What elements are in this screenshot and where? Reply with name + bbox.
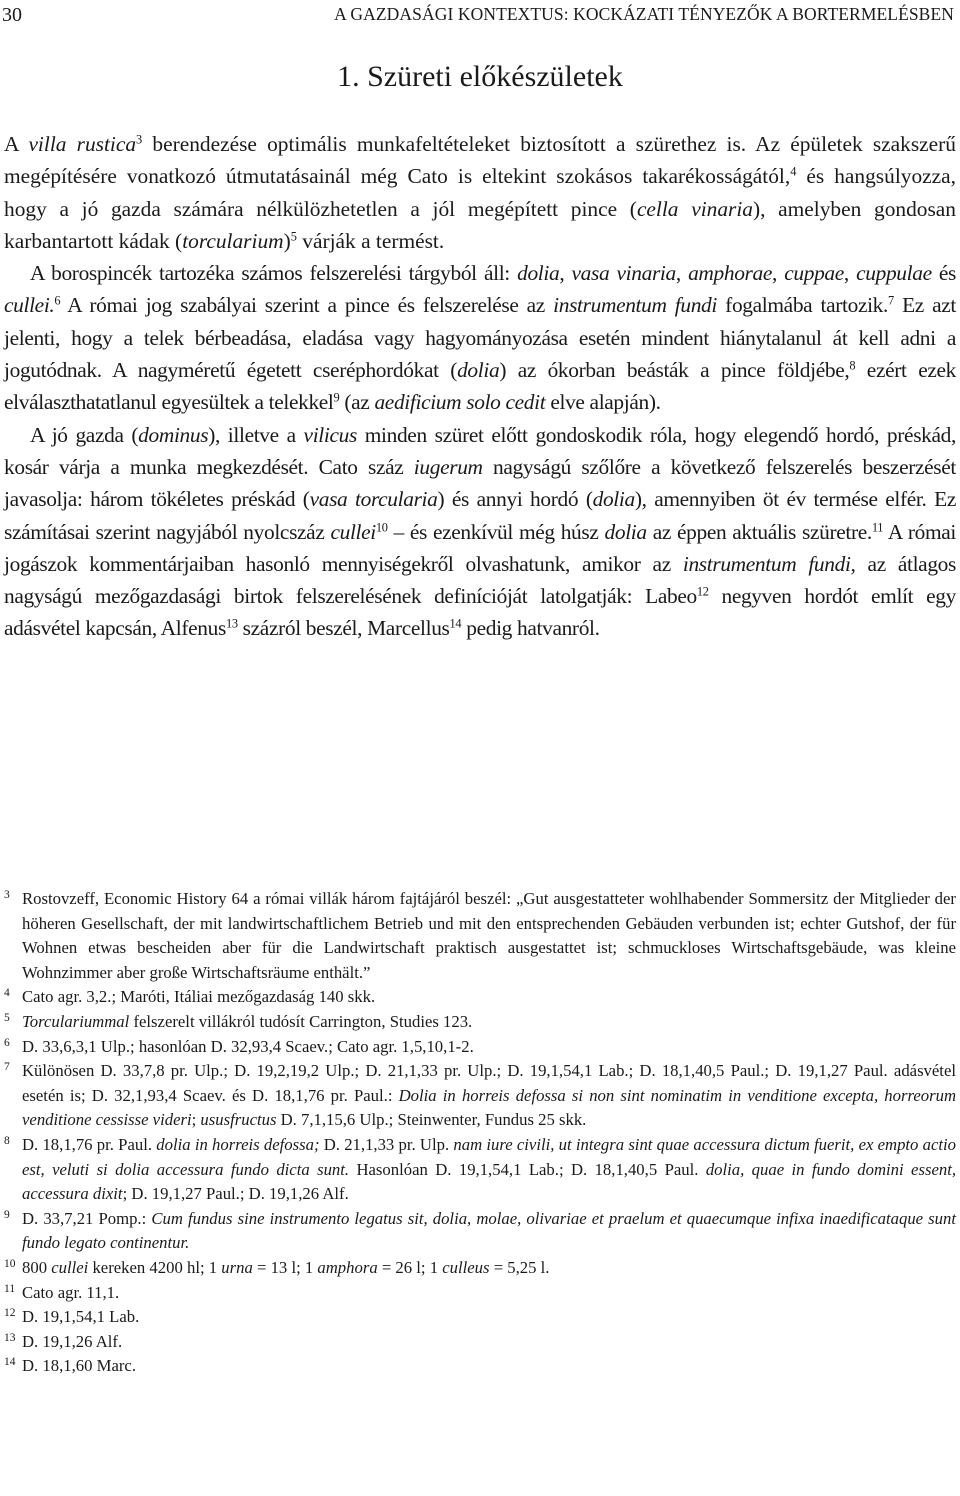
footnote-text: D. 19,1,54,1 Lab. xyxy=(22,1307,140,1327)
page-header xyxy=(0,0,960,36)
footnote-text: Cato agr. 3,2.; Maróti, Itáliai mezőgazdaság 140 skk. xyxy=(22,987,376,1007)
text-run: ), amelyben gondosan karbantartott kádak ( xyxy=(4,196,956,253)
text-run: , xyxy=(772,261,785,286)
footnote-text: D. 21,1,33 pr. Ulp. xyxy=(319,1134,454,1154)
italic-term: dominus xyxy=(138,422,209,447)
text-run: az átlagos nagyságú mezőgazdasági birtok felszerelésének definícióját latolgatják: Labeo xyxy=(4,551,956,609)
text-run: Ez azt jelenti, hogy a telek bérbeadása, eladása vagy hagyományozása esetén mindent hiánytalanul át kell adni a jogutódnak. A nagyméretű égetett cseréphordókat ( xyxy=(4,293,956,383)
footnote-italic: dolia in horreis defossa; xyxy=(156,1134,320,1154)
footnote-text: D. 18,1,60 Marc. xyxy=(22,1356,137,1376)
text-run: A római jog szabályai szerint a pince és felszerelése az xyxy=(60,293,554,318)
footnote-11 xyxy=(4,1281,956,1306)
footnote-italic: culleus xyxy=(442,1257,490,1277)
footnote-number: 9 xyxy=(4,1208,10,1221)
text-run: A jó gazda ( xyxy=(30,422,139,447)
italic-term: cella vinaria xyxy=(636,196,753,221)
text-run: ), amennyiben öt év termése elfér. Ez számításai szerint nagyjából nyolcszáz xyxy=(4,487,956,544)
text-run: az éppen aktuális szüretre. xyxy=(646,519,872,544)
footnote-text: 800 xyxy=(22,1257,52,1277)
text-run: nagyságú szőlőre a következő felszerelés beszerzését javasolja: három tökéletes préskád ( xyxy=(4,454,956,512)
footnote-number: 4 xyxy=(4,987,10,1000)
footnote-10 xyxy=(4,1256,956,1281)
footnote-number: 12 xyxy=(4,1307,16,1320)
text-run: , xyxy=(843,261,857,286)
text-run: minden szüret előtt gondoskodik róla, hogy elegendő hordó, préskád, kosár várja a munka megkezdését. Cato száz xyxy=(4,422,956,479)
text-run: várják a termést. xyxy=(296,228,445,253)
text-run: százról beszél, Marcellus xyxy=(237,616,450,641)
footnote-number: 14 xyxy=(4,1356,16,1369)
italic-term: cullei xyxy=(330,519,376,544)
text-run: ) az ókorban beásták a pince földjébe, xyxy=(499,358,850,383)
footnote-italic: Torculariummal xyxy=(22,1011,130,1031)
footnote-5 xyxy=(4,1010,956,1035)
footnote-ref[interactable]: 9 xyxy=(333,390,340,405)
footnote-text: ; xyxy=(191,1110,201,1130)
footnote-ref[interactable]: 13 xyxy=(225,616,238,631)
footnote-italic: ususfructus xyxy=(200,1110,277,1130)
text-run: és xyxy=(931,261,957,286)
footnote-text: Hasonlóan D. 19,1,54,1 Lab.; D. 18,1,40,5 Paul. xyxy=(349,1159,706,1179)
italic-term: torcularium xyxy=(182,228,284,253)
footnote-6 xyxy=(4,1035,956,1060)
footnote-italic: Cum fundus sine instrumento legatus sit, dolia, molae, olivariae et praelum et quaecumque infixa inaedificataque sunt fundo legato continentur. xyxy=(22,1208,957,1253)
footnote-italic: urna xyxy=(221,1257,253,1277)
italic-term: instrumentum fundi xyxy=(553,293,717,318)
footnote-number: 3 xyxy=(4,889,10,901)
section-number: 1. xyxy=(337,60,360,93)
footnote-ref[interactable]: 3 xyxy=(136,132,143,147)
italic-term: vasa vinaria xyxy=(571,261,676,286)
footnote-number: 7 xyxy=(4,1061,10,1074)
text-run: , xyxy=(559,261,572,286)
footnote-italic: dolia, quae in fundo domini essent, accessura dixit xyxy=(22,1159,956,1204)
footnote-number: 6 xyxy=(4,1036,10,1049)
italic-term: dolia xyxy=(457,358,500,383)
footnote-text: = 5,25 l. xyxy=(489,1257,550,1277)
text-run: – és ezenkívül még húsz xyxy=(387,519,605,544)
text-run: negyven hordót említ egy adásvétel kapcsán, Alfenus xyxy=(4,584,956,641)
text-run: A római jogászok kommentárjaiban hasonló mennyiségekről olvashatunk, amikor az xyxy=(4,519,956,576)
body-text xyxy=(4,128,956,645)
footnote-text: kereken 4200 hl; 1 xyxy=(88,1257,222,1277)
footnote-italic: amphora xyxy=(317,1257,378,1277)
footnote-text: = 26 l; 1 xyxy=(377,1257,443,1277)
text-run: , xyxy=(675,261,689,286)
footnote-ref[interactable]: 11 xyxy=(871,519,884,534)
paragraph-3 xyxy=(4,419,956,645)
footnote-3 xyxy=(4,887,956,985)
footnote-text: Cato agr. 11,1. xyxy=(22,1282,120,1302)
footnote-ref[interactable]: 5 xyxy=(290,229,297,244)
footnote-text: D. 19,1,26 Alf. xyxy=(22,1331,123,1351)
footnote-number: 8 xyxy=(4,1134,10,1147)
footnote-4 xyxy=(4,985,956,1010)
text-run: ezért ezek elválaszthatatlanul egyesültek a telekkel xyxy=(4,358,956,415)
italic-term: dolia xyxy=(604,519,647,544)
footnote-text: felszerelt villákról tudósít Carrington, Studies 123. xyxy=(129,1011,473,1031)
italic-term: dolia xyxy=(517,261,560,286)
footnote-italic: Dolia in horreis defossa si non sint nominatim in venditione excepta, horreorum venditione cessisse videri xyxy=(22,1085,957,1130)
text-run: fogalmába tartozik. xyxy=(717,293,889,318)
footnote-ref[interactable]: 10 xyxy=(375,519,388,534)
footnote-ref[interactable]: 6 xyxy=(54,293,61,308)
text-run: ) xyxy=(283,228,291,253)
paragraph-1 xyxy=(4,128,956,257)
footnotes xyxy=(4,887,956,1379)
italic-term: amphorae xyxy=(688,261,773,286)
italic-term: iugerum xyxy=(413,454,483,479)
italic-term: cullei. xyxy=(4,293,55,318)
italic-term: dolia xyxy=(592,487,635,512)
footnote-italic: nam iure civili, ut integra sint quae accessura dictum fuerit, ex empto actio est, veluti si dolia accessura fundo dicta sunt. xyxy=(22,1134,957,1179)
footnote-number: 5 xyxy=(4,1011,10,1024)
footnote-text: Rostovzeff, Economic History 64 a római villák három fajtájáról beszél: „Gut ausgestatteter wohlhabender Sommersitz der Mitglieder der höheren Gesellschaft, der mit landwirtschaftlichem Betrieb und mit den entsprechenden Gebäuden verbunden ist; echter Gutshof, der für Wohnen etwas bescheiden aber für die Landwirtschaft praktisch ausgestattet ist; schmuckloses Wirtschaftsgebäude, was kleine Wohnzimmer aber große Wirtschaftsräume enthält.” xyxy=(22,889,956,982)
section-heading xyxy=(0,60,960,94)
running-head: A GAZDASÁGI KONTEXTUS: KOCKÁZATI TÉNYEZŐK A BORTERMELÉSBEN xyxy=(334,4,954,24)
footnote-13 xyxy=(4,1330,956,1355)
footnote-ref[interactable]: 12 xyxy=(696,584,709,599)
paragraph-2 xyxy=(4,257,956,418)
footnote-number: 13 xyxy=(4,1331,16,1344)
footnote-italic: cullei xyxy=(51,1257,89,1277)
italic-term: vilicus xyxy=(303,422,357,447)
text-run: és hangsúlyozza, hogy a jó gazda számára nélkülözhetetlen a jól megépített pince ( xyxy=(4,164,956,221)
text-run: A borospincék tartozéka számos felszerelési tárgyból áll: xyxy=(30,261,518,286)
italic-term: villa rustica xyxy=(28,132,137,156)
footnote-ref[interactable]: 14 xyxy=(449,616,462,631)
footnote-number: 11 xyxy=(4,1282,16,1295)
italic-term: aedificium solo cedit xyxy=(374,390,546,415)
footnote-12 xyxy=(4,1305,956,1330)
footnote-text: D. 33,6,3,1 Ulp.; hasonlóan D. 32,93,4 Scaev.; Cato agr. 1,5,10,1-2. xyxy=(22,1036,474,1056)
footnote-8 xyxy=(4,1133,956,1207)
footnote-7 xyxy=(4,1059,956,1133)
text-run: A xyxy=(4,132,29,156)
text-run: elve alapján). xyxy=(545,390,661,415)
italic-term: cuppae xyxy=(784,261,844,286)
text-run: berendezése optimális munkafeltételeket biztosított a szürethez is. Az épületek szakszerű megépítésére vonatkozó útmutatásainál még Cato is eltekint szokásos takarékosságától, xyxy=(4,132,956,189)
footnote-text: D. 18,1,76 pr. Paul. xyxy=(22,1134,157,1154)
page-number: 30 xyxy=(2,4,22,26)
text-run: (az xyxy=(339,390,375,415)
italic-term: vasa torcularia xyxy=(309,487,438,512)
italic-term: instrumentum fundi, xyxy=(682,551,856,576)
footnote-9 xyxy=(4,1207,956,1256)
section-title: Szüreti előkészületek xyxy=(367,60,623,93)
footnote-text: ; D. 19,1,27 Paul.; D. 19,1,26 Alf. xyxy=(122,1184,349,1204)
text-run: ) és annyi hordó ( xyxy=(437,487,593,512)
text-run: pedig hatvanról. xyxy=(461,616,600,641)
footnote-text: D. 33,7,21 Pomp.: xyxy=(22,1208,152,1228)
footnote-14 xyxy=(4,1354,956,1379)
italic-term: cuppulae xyxy=(856,261,932,286)
footnote-text: Különösen D. 33,7,8 pr. Ulp.; D. 19,2,19,2 Ulp.; D. 21,1,33 pr. Ulp.; D. 19,1,54,1 Lab.; D. 18,1,40,5 Paul.; D. 19,1,27 Paul. adásvétel esetén is; D. 32,1,93,4 Scaev. és D. 18,1,76 pr. Paul.: xyxy=(22,1061,956,1105)
footnote-ref[interactable]: 4 xyxy=(790,164,797,179)
text-run: ), illetve a xyxy=(208,422,304,447)
footnote-text: = 13 l; 1 xyxy=(252,1257,318,1277)
footnote-number: 10 xyxy=(4,1257,16,1270)
footnote-ref[interactable]: 8 xyxy=(849,358,856,373)
footnote-text: D. 7,1,15,6 Ulp.; Steinwenter, Fundus 25 skk. xyxy=(276,1110,587,1130)
footnote-ref[interactable]: 7 xyxy=(888,293,894,308)
